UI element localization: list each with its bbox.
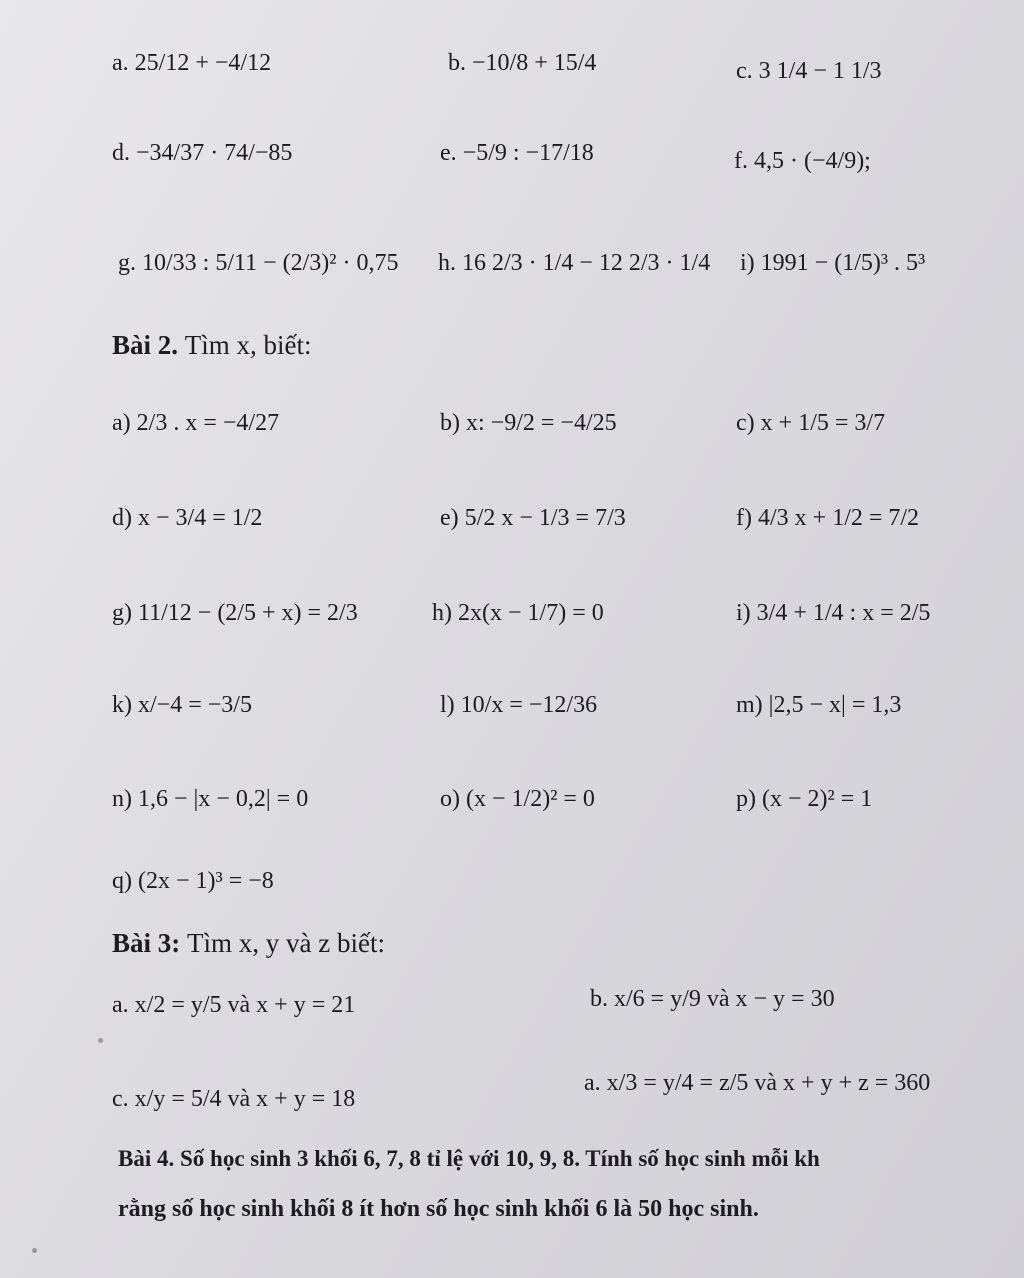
exercise-1g: g. 10/33 : 5/11 − (2/3)² · 0,75: [118, 250, 399, 276]
paper-speck: [98, 1038, 103, 1043]
exercise-1e: e. −5/9 : −17/18: [440, 140, 594, 166]
exercise-2b: b) x: −9/2 = −4/25: [440, 410, 617, 436]
exercise-3d: a. x/3 = y/4 = z/5 và x + y + z = 360: [584, 1070, 931, 1096]
exercise-2f: f) 4/3 x + 1/2 = 7/2: [736, 505, 920, 531]
exercise-2n: n) 1,6 − |x − 0,2| = 0: [112, 786, 309, 812]
exercise-1f: f. 4,5 · (−4/9);: [734, 148, 871, 174]
exercise-2d: d) x − 3/4 = 1/2: [112, 505, 263, 531]
section-bai-4-line-2: rằng số học sinh khối 8 ít hơn số học sinh khối 6 là 50 học sinh.: [118, 1196, 759, 1222]
exercise-2e: e) 5/2 x − 1/3 = 7/3: [440, 505, 626, 531]
exercise-2l: l) 10/x = −12/36: [440, 692, 598, 718]
exercise-1a: a. 25/12 + −4/12: [112, 50, 272, 76]
exercise-3b: b. x/6 = y/9 và x − y = 30: [590, 986, 835, 1012]
exercise-2c: c) x + 1/5 = 3/7: [736, 410, 886, 436]
section-bai-3-heading: Bài 3: Tìm x, y và z biết:: [112, 928, 385, 958]
exercise-2o: o) (x − 1/2)² = 0: [440, 786, 595, 812]
exercise-2h: h) 2x(x − 1/7) = 0: [432, 600, 604, 626]
exercise-1c: c. 3 1/4 − 1 1/3: [736, 58, 882, 84]
exercise-3a: a. x/2 = y/5 và x + y = 21: [112, 992, 356, 1018]
exercise-2g: g) 11/12 − (2/5 + x) = 2/3: [112, 600, 358, 626]
exercise-1i: i) 1991 − (1/5)³ . 5³: [740, 250, 926, 276]
section-bai-2-heading: Bài 2. Tìm x, biết:: [112, 330, 312, 360]
exercise-3c: c. x/y = 5/4 và x + y = 18: [112, 1086, 356, 1112]
exercise-2k: k) x/−4 = −3/5: [112, 692, 252, 718]
exercise-2q: q) (2x − 1)³ = −8: [112, 868, 274, 894]
exercise-2m: m) |2,5 − x| = 1,3: [736, 692, 902, 718]
paper-speck: [32, 1248, 37, 1253]
exercise-2a: a) 2/3 . x = −4/27: [112, 410, 280, 436]
section-bai-4-line-1: Bài 4. Số học sinh 3 khối 6, 7, 8 tỉ lệ với 10, 9, 8. Tính số học sinh mỗi kh: [118, 1146, 820, 1171]
exercise-1b: b. −10/8 + 15/4: [448, 50, 597, 76]
exercise-2p: p) (x − 2)² = 1: [736, 786, 873, 812]
exercise-1d: d. −34/37 · 74/−85: [112, 140, 293, 166]
exercise-1h: h. 16 2/3 · 1/4 − 12 2/3 · 1/4: [438, 250, 711, 276]
exercise-2i: i) 3/4 + 1/4 : x = 2/5: [736, 600, 931, 626]
